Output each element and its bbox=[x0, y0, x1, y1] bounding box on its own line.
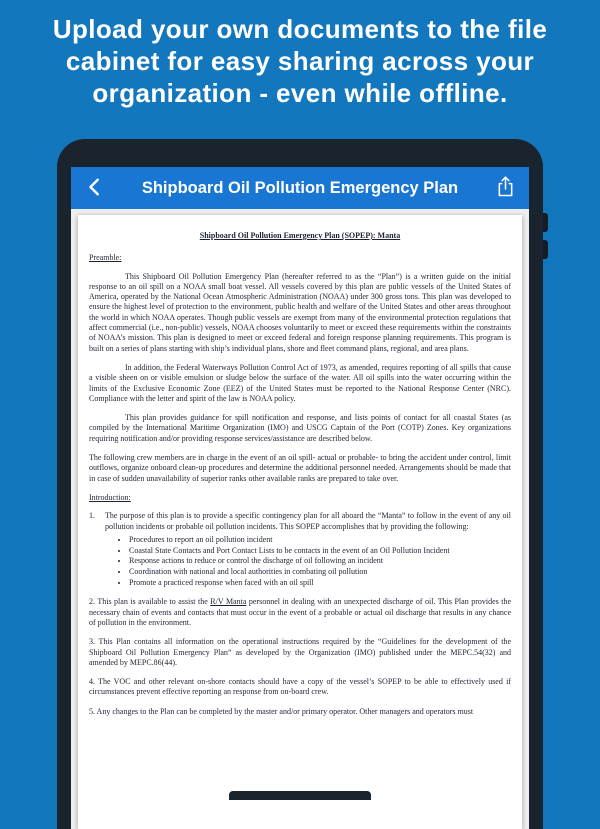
numbered-item-2 bbox=[89, 597, 511, 628]
header-title: Shipboard Oil Pollution Emergency Plan bbox=[141, 178, 459, 197]
tablet-frame bbox=[57, 139, 543, 829]
numbered-item-1 bbox=[89, 511, 511, 532]
share-button[interactable] bbox=[491, 174, 519, 202]
preamble-paragraph-1: This Shipboard Oil Pollution Emergency Plan (hereafter referred to as the “Plan”) is a written guide on the initial response to an oil spill on a NOAA small boat vessel. All vessels covered by this plan are public vessels of the United States of America, operated by the National Ocean Atmospheric Administration (NOAA) under 300 gross tons. This plan was developed to ensure the highest level of protection to the environment, public health and welfare of the United States and other areas throughout the world in which NOAA operates. Though public vessels are exempt from many of the environmental protection regulations that affect commercial (i.e., non-public) vessels, NOAA chooses voluntarily to meet or exceed these requirements within the constraints of NOAA’s mission. This plan is designed to meet or exceed federal and foreign response planning requirements. This program is built on a series of plans starting with ship’s individual plans, shore and fleet command plans, regional, and area plans. bbox=[89, 271, 511, 353]
rv-manta-link[interactable]: R/V Manta bbox=[210, 597, 247, 607]
preamble-paragraph-2: In addition, the Federal Waterways Pollution Control Act of 1973, as amended, requires reporting of all spills that cause a visible sheen on or visible emulsion or sludge below the surface of the water. All oil spills into the water occurring within the limits of the Exclusive Economic Zone (EEZ) of the United States must be reported to the National Response Center (NRC). Compliance with the letter and spirit of the law is NOAA policy. bbox=[89, 362, 511, 403]
bullet-item: • Coastal State Contacts and Port Contact Lists to be contacts in the event of an Oil Pollution Incident bbox=[129, 546, 511, 556]
document-page bbox=[78, 215, 522, 829]
numbered-item-5: 5. Any changes to the Plan can be completed by the master and/or primary operator. Other managers and operators must bbox=[89, 706, 474, 716]
preamble-heading: Preamble: bbox=[89, 253, 122, 263]
doc-title: Shipboard Oil Pollution Emergency Plan (SOPEP): Manta bbox=[199, 231, 401, 240]
bullet-list bbox=[129, 535, 511, 588]
bullet-item: • Coordination with national and local authorities in combating oil pollution bbox=[129, 567, 511, 577]
tablet-volume-button-2 bbox=[543, 240, 548, 259]
share-icon bbox=[496, 175, 515, 201]
bullet-item: • Response actions to reduce or control the discharge of oil following an incident bbox=[129, 556, 511, 566]
preamble-paragraph-4: The following crew members are in charge in the event of an oil spill- actual or probable- to bring the accident under control, limit outflows, organize onboard clean-up procedures and determine the additional personnel needed. Arrangements should be made that in case of sudden unavailability of superior ranks other available ranks are prepared to take over. bbox=[89, 453, 511, 483]
preamble-paragraph-3: This plan provides guidance for spill notification and response, and lists points of contact for all coastal States (as compiled by the International Maritime Organization (IMO) and USCG Captain of the Port (COTP) Zones. Key organizations requiring notification and/or providing response services/assistance are described below. bbox=[89, 413, 511, 443]
item-text: The purpose of this plan is to provide a specific contingency plan for all aboard the “Manta” to follow in the event of any oil pollution incidents or probable oil pollution incidents. This SOPEP accomplishes that by providing the following: bbox=[105, 511, 511, 531]
bullet-item: • Procedures to report an oil pollution incident bbox=[129, 535, 511, 545]
app-screen bbox=[71, 167, 529, 829]
tablet-volume-button-1 bbox=[543, 213, 548, 232]
numbered-item-3: 3. This Plan contains all information on the operational instructions required by the “Guidelines for the development of the Shipboard Oil Pollution Emergency Plan” as developed by the Organization (IMO) published under the MEPC.54(32) and amended by MEPC.86(44). bbox=[89, 637, 511, 667]
app-header bbox=[71, 167, 529, 209]
introduction-heading: Introduction: bbox=[89, 492, 131, 502]
bullet-item: • Promote a practiced response when faced with an oil spill bbox=[129, 578, 511, 588]
chevron-left-icon bbox=[85, 177, 105, 200]
item-2-text-post: personnel in dealing with an unexpected discharge of oil. This Plan provides the necessary chain of events and contacts that must occur in the event of a probable or actual oil discharge that results in any chance of pollution in the environment. bbox=[89, 597, 511, 627]
numbered-item-4: 4. The VOC and other relevant on-shore contacts should have a copy of the vessel’s SOPEP to be able to effectively used if circumstances prevent effective reporting an response from on-board crew. bbox=[89, 677, 511, 697]
hero-headline-line-3: organization - even while offline. bbox=[92, 78, 508, 108]
hero-headline-line-1: Upload your own documents to the file bbox=[52, 14, 548, 44]
hero-headline bbox=[0, 0, 600, 109]
item-2-text-pre: 2. This plan is available to assist the bbox=[89, 597, 211, 607]
document-viewer[interactable] bbox=[71, 209, 529, 829]
item-number: 1. bbox=[89, 511, 95, 521]
hero-headline-line-2: cabinet for easy sharing across your bbox=[65, 46, 535, 76]
back-button[interactable] bbox=[81, 174, 109, 202]
bottom-bar bbox=[229, 791, 371, 800]
